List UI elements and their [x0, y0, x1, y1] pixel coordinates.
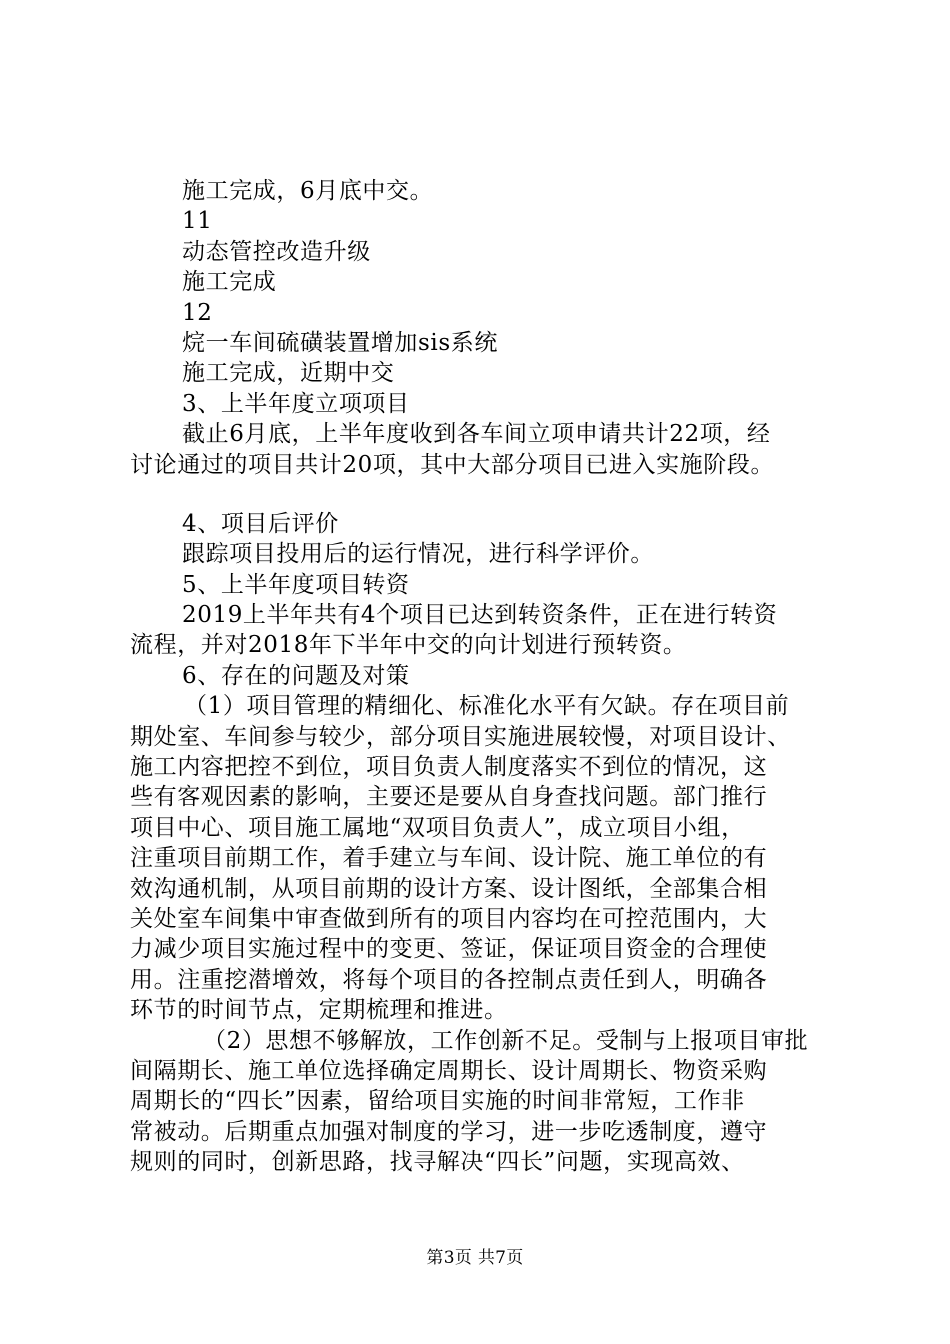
paragraph-line: 项目中心、项目施工属地“双项目负责人”，成立项目小组， — [130, 814, 745, 841]
section-heading: 5、上半年度项目转资 — [182, 571, 410, 598]
paragraph-line: 环节的时间节点，定期梳理和推进。 — [130, 997, 508, 1024]
paragraph-line: 跟踪项目投用后的运行情况，进行科学评价。 — [182, 541, 654, 568]
item-name: 动态管控改造升级 — [182, 238, 371, 265]
page-number-label: 第3页 共7页 — [426, 1248, 524, 1268]
item-number: 12 — [182, 299, 213, 326]
paragraph-line: 力减少项目实施过程中的变更、签证，保证项目资金的合理使 — [130, 936, 768, 963]
paragraph-line: 注重项目前期工作，着手建立与车间、设计院、施工单位的有 — [130, 845, 768, 872]
document-body — [130, 176, 830, 1178]
paragraph-line: （2）思想不够解放，工作创新不足。受制与上报项目审批 — [203, 1027, 809, 1054]
paragraph-line: 常被动。后期重点加强对制度的学习，进一步吃透制度，遵守 — [130, 1118, 768, 1145]
blank-line — [130, 480, 830, 509]
section-heading: 3、上半年度立项项目 — [182, 390, 410, 417]
paragraph-line: （1）项目管理的精细化、标准化水平有欠缺。存在项目前 — [184, 693, 790, 720]
paragraph-line: 些有客观因素的影响，主要还是要从自身查找问题。部门推行 — [130, 784, 768, 811]
item-status: 施工完成 — [182, 269, 277, 296]
paragraph-line: 关处室车间集中审查做到所有的项目内容均在可控范围内，大 — [130, 905, 768, 932]
paragraph-line: 流程，并对2018年下半年中交的向计划进行预转资。 — [130, 632, 687, 659]
section-heading: 6、存在的问题及对策 — [182, 662, 410, 689]
paragraph-line: 截止6月底，上半年度收到各车间立项申请共计22项，经 — [182, 421, 771, 448]
page-footer — [0, 1243, 950, 1268]
paragraph-line: 讨论通过的项目共计20项，其中大部分项目已进入实施阶段。 — [130, 451, 775, 478]
paragraph-line: 2019上半年共有4个项目已达到转资条件，正在进行转资 — [182, 602, 778, 629]
paragraph-line: 周期长的“四长”因素，留给项目实施的时间非常短，工作非 — [130, 1088, 745, 1115]
paragraph-line: 规则的同时，创新思路，找寻解决“四长”问题，实现高效、 — [130, 1149, 745, 1176]
paragraph-line: 间隔期长、施工单位选择确定周期长、设计周期长、物资采购 — [130, 1057, 768, 1084]
item-number: 11 — [182, 208, 213, 235]
paragraph-line: 施工内容把控不到位，项目负责人制度落实不到位的情况，这 — [130, 754, 768, 781]
paragraph-line: 期处室、车间参与较少，部分项目实施进展较慢，对项目设计、 — [130, 723, 791, 750]
paragraph-line: 用。注重挖潜增效，将每个项目的各控制点责任到人，明确各 — [130, 966, 768, 993]
text-line: 施工完成，6月底中交。 — [182, 178, 434, 204]
paragraph-line: 效沟通机制，从项目前期的设计方案、设计图纸，全部集合相 — [130, 875, 768, 902]
item-status: 施工完成，近期中交 — [182, 360, 395, 387]
item-name: 烷一车间硫磺装置增加sis系统 — [182, 329, 498, 356]
section-heading: 4、项目后评价 — [182, 510, 339, 537]
